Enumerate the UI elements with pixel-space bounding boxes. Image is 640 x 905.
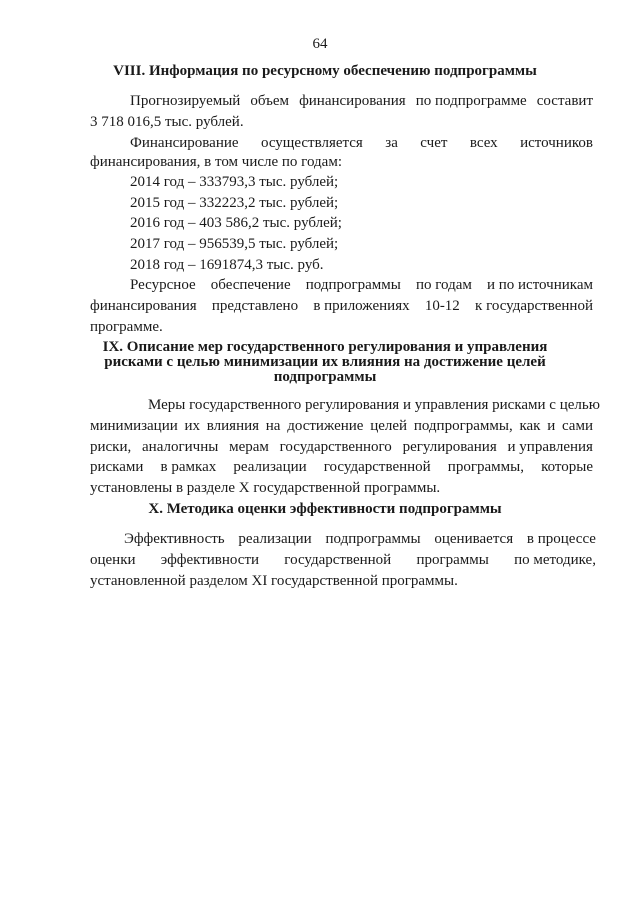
year-2017: 2017 год – 956539,5 тыс. рублей; — [130, 236, 339, 252]
section-8-total: 3 718 016,5 тыс. рублей. — [90, 114, 244, 130]
section-8-p3-line1: Ресурсное обеспечение подпрограммы по годам и по источникам — [130, 277, 593, 293]
section-8-heading: VIII. Информация по ресурсному обеспечению подпрограммы — [113, 63, 537, 79]
section-10-line3: установленной разделом XI государственной программы. — [90, 573, 458, 589]
year-2014: 2014 год – 333793,3 тыс. рублей; — [130, 174, 339, 190]
year-2015: 2015 год – 332223,2 тыс. рублей; — [130, 195, 339, 211]
section-9-line2: минимизации их влияния на достижение целей подпрограммы, как и сами — [90, 418, 593, 434]
section-10-heading: X. Методика оценки эффективности подпрограммы — [148, 501, 502, 517]
page-number: 64 — [312, 36, 328, 52]
section-9-line1: Меры государственного регулирования и управления рисками с целью — [148, 397, 600, 413]
section-9-heading-line3: подпрограммы — [273, 369, 377, 385]
section-9-line4: рисками в рамках реализации государственной программы, которые — [90, 459, 593, 475]
section-8-p3-line3: программе. — [90, 319, 163, 335]
section-8-p3-line2: финансирования представлено в приложениях 10-12 к государственной — [90, 298, 593, 314]
section-10-line1: Эффективность реализации подпрограммы оценивается в процессе — [124, 531, 596, 547]
section-8-p2-line1: Финансирование осуществляется за счет всех источников — [130, 135, 593, 151]
section-9-line5: установлены в разделе X государственной программы. — [90, 480, 441, 496]
section-9-line3: риски, аналогичны мерам государственного регулирования и управления — [90, 439, 593, 455]
section-9-heading-line1: IX. Описание мер государственного регулирования и управления — [102, 339, 548, 355]
section-9-heading-line2: рисками с целью минимизации их влияния на достижение целей — [104, 354, 546, 370]
section-10-line2: оценки эффективности государственной программы по методике, — [90, 552, 596, 568]
section-8-p1-line1: Прогнозируемый объем финансирования по подпрограмме составит — [130, 93, 593, 109]
section-8-p2-line2: финансирования, в том числе по годам: — [90, 154, 342, 170]
year-2018: 2018 год – 1691874,3 тыс. руб. — [130, 257, 324, 273]
year-2016: 2016 год – 403 586,2 тыс. рублей; — [130, 215, 342, 231]
